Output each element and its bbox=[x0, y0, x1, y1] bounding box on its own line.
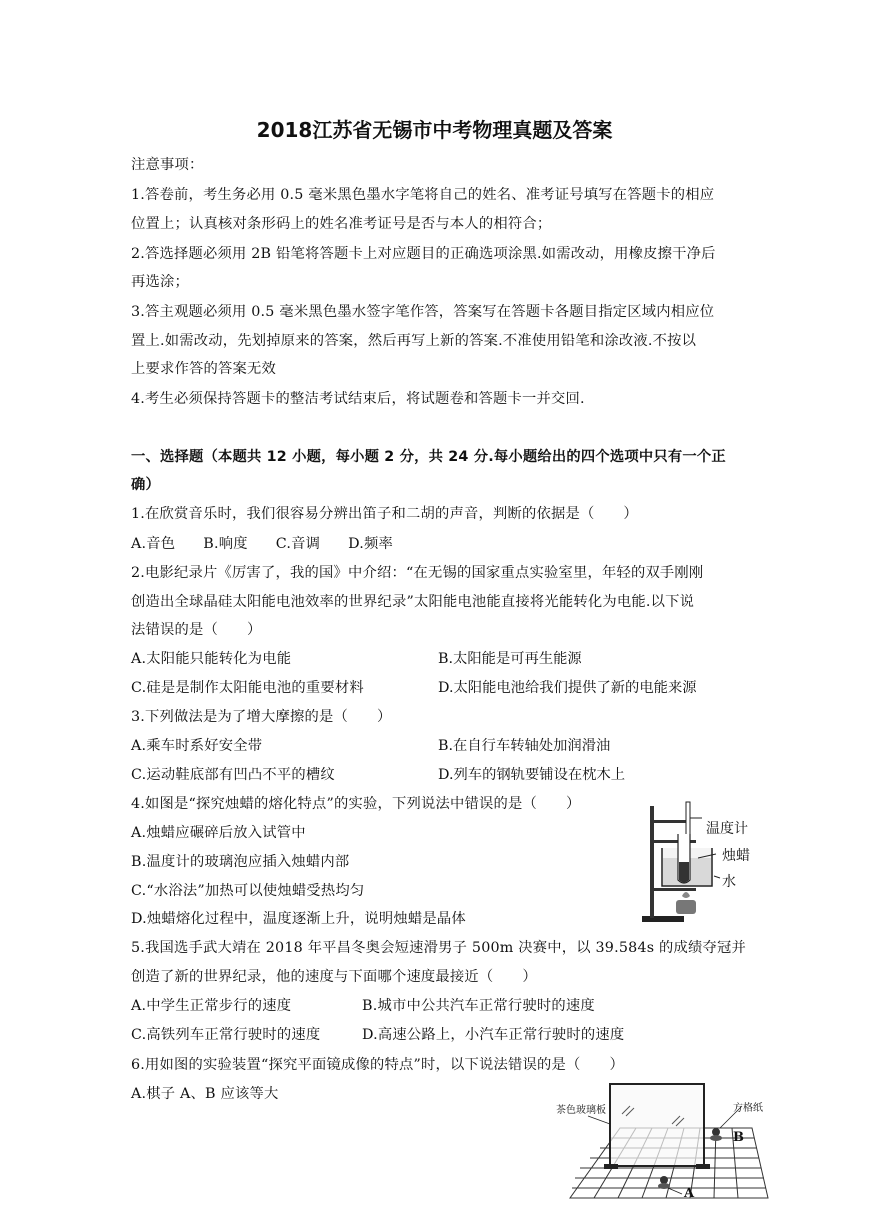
section-heading-cont: 确） bbox=[131, 477, 160, 493]
question-4-stem: 4.如图是“探究烛蜡的熔化特点”的实验，下列说法中错误的是（ ） bbox=[131, 796, 581, 812]
question-2-stem: 2.电影纪录片《厉害了，我的国》中介绍：“在无锡的国家重点实验室里，年轻的双手刚刚 bbox=[131, 565, 704, 581]
section-heading: 一、选择题（本题共 12 小题，每小题 2 分，共 24 分.每小题给出的四个选项中只有一个正 bbox=[131, 449, 726, 465]
question-5-option-d: D.高速公路上，小汽车正常行驶时的速度 bbox=[362, 1027, 625, 1043]
notice-line: 位置上；认真核对条形码上的姓名准考证号是否与本人的相符合； bbox=[131, 216, 552, 232]
question-4-option-b: B.温度计的玻璃泡应插入烛蜡内部 bbox=[131, 854, 350, 870]
notice-line: 再选涂； bbox=[131, 274, 189, 290]
figure-label-piece-b: B bbox=[733, 1130, 744, 1145]
notice-line: 上要求作答的答案无效 bbox=[131, 361, 276, 377]
question-5-option-b: B.城市中公共汽车正常行驶时的速度 bbox=[362, 998, 595, 1014]
figure-label-wax: 烛蜡 bbox=[722, 848, 750, 864]
question-6-stem: 6.用如图的实验装置“探究平面镜成像的特点”时，以下说法错误的是（ ） bbox=[131, 1057, 624, 1073]
option-d: D.频率 bbox=[348, 536, 393, 552]
question-5-stem: 5.我国选手武大靖在 2018 年平昌冬奥会短速滑男子 500m 决赛中，以 39.584s 的成绩夺冠并 bbox=[131, 940, 747, 956]
notice-heading: 注意事项： bbox=[131, 157, 204, 173]
question-4-option-c: C.“水浴法”加热可以使烛蜡受热均匀 bbox=[131, 883, 365, 899]
question-2-option-b: B.太阳能是可再生能源 bbox=[438, 651, 582, 667]
question-3-stem: 3.下列做法是为了增大摩擦的是（ ） bbox=[131, 709, 392, 725]
figure-label-thermometer: 温度计 bbox=[706, 821, 748, 837]
figure-label-glass-plate: 茶色玻璃板 bbox=[556, 1105, 606, 1116]
question-3-option-a: A.乘车时系好安全带 bbox=[131, 738, 263, 754]
notice-line: 4.考生必须保持答题卡的整洁考试结束后，将试题卷和答题卡一并交回. bbox=[131, 391, 585, 407]
question-1-stem: 1.在欣赏音乐时，我们很容易分辨出笛子和二胡的声音，判断的依据是（ ） bbox=[131, 506, 638, 522]
notice-line: 置上.如需改动，先划掉原来的答案，然后再写上新的答案.不准使用铅笔和涂改液.不按以 bbox=[131, 333, 697, 349]
notice-line: 2.答选择题必须用 2B 铅笔将答题卡上对应题目的正确选项涂黑.如需改动，用橡皮擦干净后 bbox=[131, 246, 716, 262]
option-c: C.音调 bbox=[275, 536, 321, 552]
figure-label-grid-paper: 方格纸 bbox=[733, 1103, 763, 1114]
question-4-option-d: D.烛蜡熔化过程中，温度逐渐上升，说明烛蜡是晶体 bbox=[131, 911, 466, 927]
question-2-stem: 法错误的是（ ） bbox=[131, 622, 262, 638]
figure-label-piece-a: A bbox=[684, 1186, 695, 1201]
notice-line: 3.答主观题必须用 0.5 毫米黑色墨水签字笔作答，答案写在答题卡各题目指定区域内相应位 bbox=[131, 304, 715, 320]
question-2-option-a: A.太阳能只能转化为电能 bbox=[131, 651, 292, 667]
notice-line: 1.答卷前，考生务必用 0.5 毫米黑色墨水字笔将自己的姓名、准考证号填写在答题卡的相应 bbox=[131, 187, 715, 203]
question-4-option-a: A.烛蜡应碾碎后放入试管中 bbox=[131, 825, 306, 841]
option-b: B.响度 bbox=[203, 536, 248, 552]
question-2-option-d: D.太阳能电池给我们提供了新的电能来源 bbox=[438, 680, 697, 696]
question-2-option-c: C.硅是是制作太阳能电池的重要材料 bbox=[131, 680, 364, 696]
figure-label-water: 水 bbox=[722, 874, 736, 890]
question-5-option-a: A.中学生正常步行的速度 bbox=[131, 998, 292, 1014]
question-1-options bbox=[131, 534, 421, 554]
question-5-stem: 创造了新的世界纪录，他的速度与下面哪个速度最接近（ ） bbox=[131, 969, 537, 985]
page-title: 2018江苏省无锡市中考物理真题及答案 bbox=[256, 118, 613, 142]
question-2-stem: 创造出全球晶硅太阳能电池效率的世界纪录”太阳能电池能直接将光能转化为电能.以下说 bbox=[131, 594, 695, 610]
question-5-option-c: C.高铁列车正常行驶时的速度 bbox=[131, 1027, 321, 1043]
question-3-option-c: C.运动鞋底部有凹凸不平的槽纹 bbox=[131, 767, 335, 783]
question-6-option-a: A.棋子 A、B 应该等大 bbox=[131, 1086, 279, 1102]
question-3-option-b: B.在自行车转轴处加润滑油 bbox=[438, 738, 611, 754]
question-3-option-d: D.列车的钢轨要铺设在枕木上 bbox=[438, 767, 626, 783]
option-a: A.音色 bbox=[131, 536, 176, 552]
